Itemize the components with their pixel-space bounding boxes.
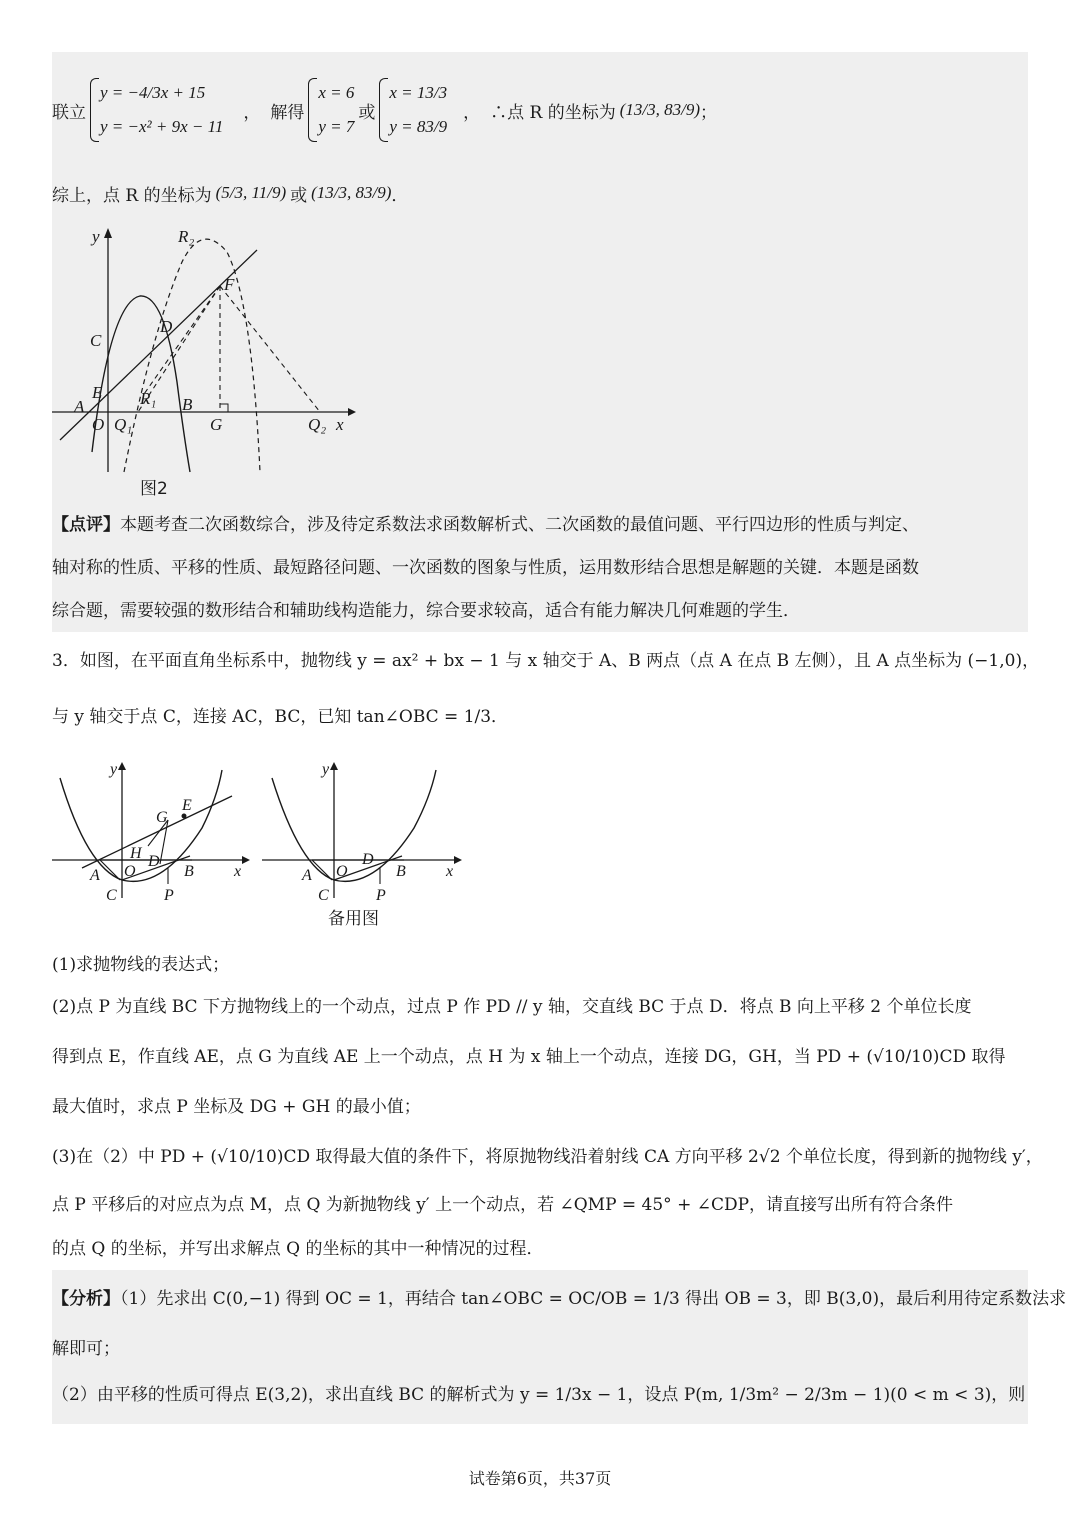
analysis-text-3: （2）由平移的性质可得点 E(3,2)，求出直线 BC 的解析式为 y = 1/3x − 1，设点 P(m, 1/3m² − 2/3m − 1)(0 < m < 3)，则 bbox=[52, 1385, 1026, 1405]
fig2-label-a: A bbox=[74, 397, 85, 416]
therefore-text: ∴点 R 的坐标为 bbox=[490, 102, 616, 123]
backup-caption: 备用图 bbox=[328, 909, 379, 929]
sol1-x: x = 6 bbox=[318, 83, 355, 102]
q3-line-1 bbox=[52, 1146, 1043, 1168]
fig3r-label-o: O bbox=[336, 863, 348, 880]
page-footer: 试卷第6页，共37页 bbox=[468, 1469, 612, 1488]
solution-system-1 bbox=[308, 76, 354, 144]
q2-text-2: 得到点 E，作直线 AE，点 G 为直线 AE 上一个动点，点 H 为 x 轴上一个动点，连接 DG，GH，当 PD + (√10/10)CD 取得 bbox=[52, 1047, 1006, 1067]
solution-system-2 bbox=[379, 76, 447, 144]
fig3r-label-a: A bbox=[302, 867, 312, 884]
q1-text: (1)求抛物线的表达式； bbox=[52, 955, 230, 975]
fig2-caption: 图2 bbox=[140, 479, 168, 499]
fig2-label-r1: R₁ bbox=[140, 389, 157, 408]
summary-text: 综上，点 R 的坐标为 bbox=[52, 185, 212, 206]
coord-option-1: (5/3, 11/9) bbox=[215, 183, 287, 202]
fig2-label-e: E bbox=[92, 383, 103, 402]
fig2-label-q1: Q₁ bbox=[114, 415, 133, 434]
review-text-2: 轴对称的性质、平移的性质、最短路径问题、一次函数的图象与性质，运用数形结合思想是解题的关键．本题是函数 bbox=[52, 558, 919, 578]
q2-line-1 bbox=[52, 996, 972, 1018]
summary-line: 综上，点 R 的坐标为 (5/3, 11/9) 或 (13/3, 83/9) ． bbox=[52, 176, 408, 210]
fig3r-label-x: x bbox=[446, 863, 454, 880]
fig3l-label-g: G bbox=[156, 809, 168, 826]
fig2-label-b: B bbox=[182, 395, 193, 414]
equation-2: y = −x² + 9x − 11 bbox=[100, 117, 224, 136]
fig3r-label-c: C bbox=[318, 887, 329, 904]
analysis-line-1 bbox=[52, 1288, 1066, 1310]
review-tag: 【点评】 bbox=[52, 515, 120, 535]
fig2-label-c: C bbox=[90, 331, 102, 350]
coord-r: (13/3, 83/9) bbox=[619, 100, 701, 119]
review-text-1: 本题考查二次函数综合，涉及待定系数法求函数解析式、二次函数的最值问题、平行四边形的性质与判定、 bbox=[120, 515, 919, 535]
sol1-y: y = 7 bbox=[318, 117, 355, 136]
fig2-label-y: y bbox=[92, 227, 100, 246]
fig2-label-r2: R₂ bbox=[178, 227, 195, 246]
analysis-tag: 【分析】 bbox=[52, 1289, 120, 1309]
q3-text-1: (3)在（2）中 PD + (√10/10)CD 取得最大值的条件下，将原抛物线沿着射线 CA 方向平移 2√2 个单位长度，得到新的抛物线 y′， bbox=[52, 1147, 1043, 1167]
analysis-text-2: 解即可； bbox=[52, 1339, 120, 1359]
fig3l-label-b: B bbox=[184, 863, 194, 880]
figure-3-right bbox=[262, 758, 472, 933]
sol2-x: x = 13/3 bbox=[389, 83, 448, 102]
review-line-3 bbox=[52, 600, 800, 622]
figure-3-left bbox=[52, 758, 252, 908]
analysis-line-2 bbox=[52, 1338, 120, 1360]
coord-option-2: (13/3, 83/9) bbox=[311, 183, 392, 202]
fig3l-label-p: P bbox=[164, 887, 174, 904]
q1-line bbox=[52, 954, 229, 976]
fig2-label-f: F bbox=[224, 275, 235, 294]
analysis-text-1: （1）先求出 C(0,−1) 得到 OC = 1，再结合 tan∠OBC = OC/OB = 1/3 得出 OB = 3，即 B(3,0)，最后利用待定系数法求 bbox=[120, 1289, 1067, 1309]
q3-text-3: 的点 Q 的坐标，并写出求解点 Q 的坐标的其中一种情况的过程． bbox=[52, 1239, 544, 1259]
fig3l-label-h: H bbox=[130, 845, 142, 862]
fig2-label-x: x bbox=[336, 415, 344, 434]
q2-text-3: 最大值时，求点 P 坐标及 DG + GH 的最小值； bbox=[52, 1097, 421, 1117]
q2-text-1: (2)点 P 为直线 BC 下方抛物线上的一个动点，过点 P 作 PD // y 轴，交直线 BC 于点 D．将点 B 向上平移 2 个单位长度 bbox=[52, 997, 972, 1017]
fig3r-label-b: B bbox=[396, 863, 406, 880]
q3-line-3 bbox=[52, 1238, 544, 1260]
fig3r-label-d: D bbox=[362, 851, 374, 868]
analysis-line-3 bbox=[52, 1384, 1025, 1406]
q2-line-2 bbox=[52, 1046, 1005, 1068]
fig3r-label-p: P bbox=[376, 887, 386, 904]
fig3l-label-a: A bbox=[90, 867, 100, 884]
fig2-label-q2: Q₂ bbox=[308, 415, 327, 434]
equation-1: y = −4/3x + 15 bbox=[100, 83, 206, 102]
equation-system bbox=[90, 76, 223, 144]
fig2-label-d: D bbox=[160, 317, 173, 336]
jiede-label: 解得 bbox=[270, 102, 305, 123]
fig3l-label-e: E bbox=[182, 797, 192, 814]
q3-text-2: 点 P 平移后的对应点为点 M，点 Q 为新抛物线 y′ 上一个动点，若 ∠QMP = 45° + ∠CDP，请直接写出所有符合条件 bbox=[52, 1195, 954, 1215]
q2-line-3 bbox=[52, 1096, 421, 1118]
problem3-text-2: 与 y 轴交于点 C，连接 AC，BC，已知 tan∠OBC = 1/3． bbox=[52, 707, 509, 727]
review-text-3: 综合题，需要较强的数形结合和辅助线构造能力，综合要求较高，适合有能力解决几何难题的学生． bbox=[52, 601, 800, 621]
lianli-label: 联立 bbox=[52, 102, 86, 123]
fig2-label-o: O bbox=[92, 415, 105, 434]
problem3-line-1 bbox=[52, 650, 1039, 672]
fig3l-label-d: D bbox=[148, 853, 160, 870]
problem3-line-2 bbox=[52, 706, 508, 728]
fig3l-label-y: y bbox=[110, 761, 118, 778]
sol2-y: y = 83/9 bbox=[389, 117, 448, 136]
fig2-label-g: G bbox=[210, 415, 223, 434]
fig3l-label-c: C bbox=[106, 887, 117, 904]
fig3r-label-y: y bbox=[322, 761, 330, 778]
figure-2 bbox=[52, 222, 362, 502]
fig3l-label-x: x bbox=[234, 863, 242, 880]
review-line-2 bbox=[52, 557, 919, 579]
system-line: 联立 y = −4/3x + 15 y = −x² + 9x − 11 ， 解得 x = 6 y = 7 或 x = 13/3 y = 83/9 ， ∴点 R 的坐标为 (13/3, 83/9) ； bbox=[52, 62, 717, 158]
fig3l-label-o: O bbox=[124, 863, 136, 880]
review-line-1 bbox=[52, 514, 919, 536]
huo-label: 或 bbox=[358, 102, 376, 123]
problem3-text-1: 3．如图，在平面直角坐标系中，抛物线 y = ax² + bx − 1 与 x 轴交于 A、B 两点（点 A 在点 B 左侧），且 A 点坐标为 (−1,0)， bbox=[52, 651, 1040, 671]
q3-line-2 bbox=[52, 1194, 953, 1216]
